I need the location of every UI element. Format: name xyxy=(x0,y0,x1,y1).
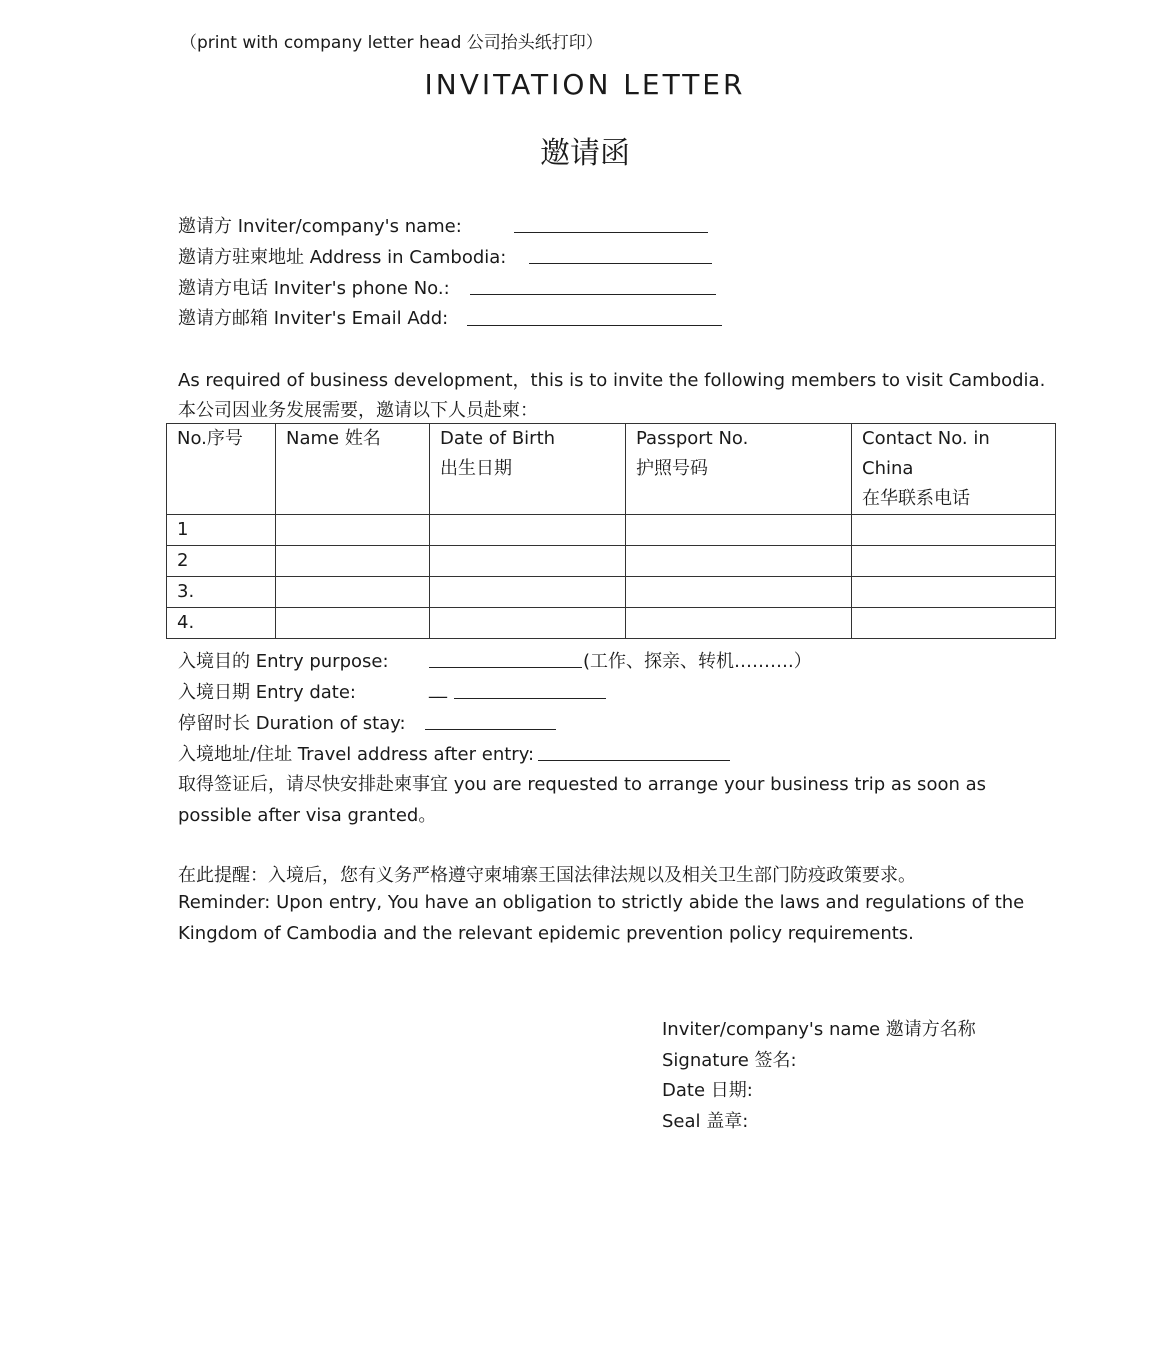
row-number: 1 xyxy=(167,515,276,546)
cell-name[interactable] xyxy=(276,515,430,546)
table-row xyxy=(167,608,1056,639)
cell-contact[interactable] xyxy=(852,546,1056,577)
cell-dob[interactable] xyxy=(430,546,626,577)
reminder-chinese: 在此提醒：入境后，您有义务严格遵守柬埔寨王国法律法规以及相关卫生部门防疫政策要求。 xyxy=(178,865,916,886)
title-chinese: 邀请函 xyxy=(540,136,630,171)
row-number: 2 xyxy=(167,546,276,577)
signature-signature: Signature 签名: xyxy=(662,1050,797,1071)
cell-contact[interactable] xyxy=(852,515,1056,546)
header-no: No.序号 xyxy=(167,424,276,515)
travel-address-line[interactable] xyxy=(538,760,730,761)
signature-company: Inviter/company's name 邀请方名称 xyxy=(662,1019,976,1040)
cell-passport[interactable] xyxy=(626,546,852,577)
inviter-email-label: 邀请方邮箱 Inviter's Email Add: xyxy=(178,308,449,329)
entry-date-label: 入境日期 Entry date: xyxy=(178,682,356,703)
header-name: Name 姓名 xyxy=(276,424,430,515)
row-number: 3. xyxy=(167,577,276,608)
header-dob: Date of Birth 出生日期 xyxy=(430,424,626,515)
print-note: （print with company letter head 公司抬头纸打印） xyxy=(180,33,603,53)
table-row xyxy=(167,577,1056,608)
inviter-name-label: 邀请方 Inviter/company's name: xyxy=(178,216,462,237)
intro-chinese: 本公司因业务发展需要，邀请以下人员赴柬： xyxy=(178,400,538,421)
signature-seal: Seal 盖章: xyxy=(662,1111,749,1132)
cell-contact[interactable] xyxy=(852,608,1056,639)
reminder-english-2: Kingdom of Cambodia and the relevant epidemic prevention policy requirements. xyxy=(178,923,914,944)
duration-label: 停留时长 Duration of stay: xyxy=(178,713,406,734)
row-number: 4. xyxy=(167,608,276,639)
table-header-row xyxy=(167,424,1056,515)
cell-passport[interactable] xyxy=(626,577,852,608)
entry-date-line[interactable] xyxy=(454,698,606,699)
inviter-name-line[interactable] xyxy=(514,232,708,233)
cell-name[interactable] xyxy=(276,608,430,639)
cell-dob[interactable] xyxy=(430,515,626,546)
entry-purpose-label: 入境目的 Entry purpose: xyxy=(178,651,389,672)
members-table xyxy=(166,423,1056,639)
travel-address-label: 入境地址/住址 Travel address after entry: xyxy=(178,744,535,765)
signature-date: Date 日期: xyxy=(662,1080,753,1101)
cell-contact[interactable] xyxy=(852,577,1056,608)
cell-name[interactable] xyxy=(276,546,430,577)
table-row xyxy=(167,515,1056,546)
header-contact: Contact No. in China 在华联系电话 xyxy=(852,424,1056,515)
intro-english: As required of business development，this is to invite the following members to visit Cambodia. xyxy=(178,370,1046,391)
request-line-1: 取得签证后，请尽快安排赴柬事宜 you are requested to arrange your business trip as soon as xyxy=(178,774,987,795)
title-english: INVITATION LETTER xyxy=(424,68,746,101)
entry-date-prefix: __ xyxy=(429,678,447,699)
duration-line[interactable] xyxy=(425,729,556,730)
request-line-2: possible after visa granted。 xyxy=(178,805,437,826)
inviter-phone-label: 邀请方电话 Inviter's phone No.: xyxy=(178,278,450,299)
entry-purpose-line[interactable] xyxy=(429,667,582,668)
cell-passport[interactable] xyxy=(626,608,852,639)
cell-dob[interactable] xyxy=(430,577,626,608)
cell-name[interactable] xyxy=(276,577,430,608)
inviter-email-line[interactable] xyxy=(467,325,722,326)
inviter-address-label: 邀请方驻柬地址 Address in Cambodia: xyxy=(178,247,507,268)
cell-dob[interactable] xyxy=(430,608,626,639)
inviter-address-line[interactable] xyxy=(529,263,712,264)
cell-passport[interactable] xyxy=(626,515,852,546)
reminder-english-1: Reminder: Upon entry, You have an obligation to strictly abide the laws and regulations of the xyxy=(178,892,1025,913)
header-passport: Passport No. 护照号码 xyxy=(626,424,852,515)
entry-purpose-hint: (工作、探亲、转机……….） xyxy=(583,651,812,672)
inviter-phone-line[interactable] xyxy=(470,294,716,295)
table-row xyxy=(167,546,1056,577)
